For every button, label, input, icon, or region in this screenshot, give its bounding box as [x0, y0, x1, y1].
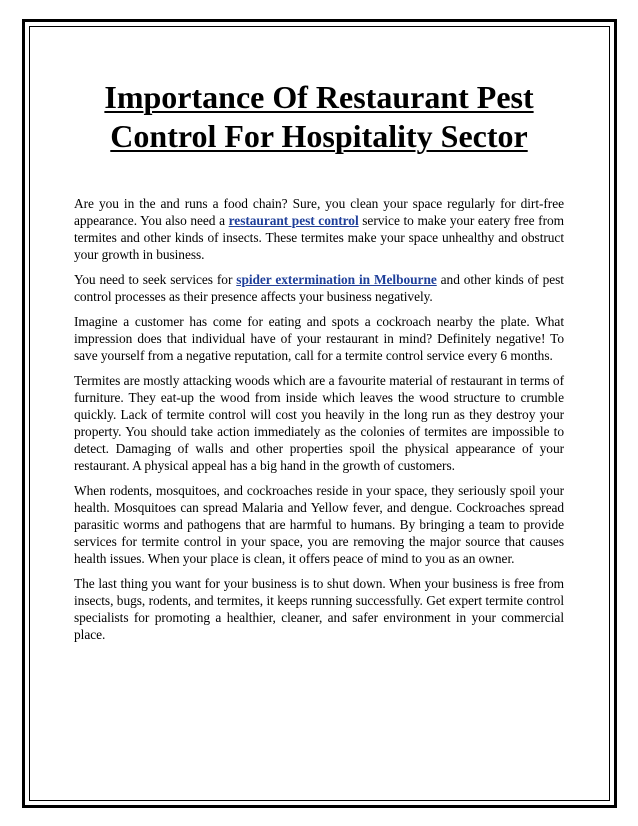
paragraph-1-text-before: Are you in the and runs a food chain? Sure, you clean your space regularly for dirt-free appearance. You also need a: [74, 196, 564, 228]
paragraph-4: Termites are mostly attacking woods which are a favourite material of restaurant in terms of furniture. They eat-up the wood from inside which leaves the wood structure to crumble quickly. Lack of termite control will cost you heavily in the long run as they destroy your property. You should take action immediately as the colonies of termites are impossible to detect. Damaging of walls and other properties spoil the physical appearance of your restaurant. A physical appeal has a big hand in the growth of customers.: [74, 373, 564, 473]
paragraph-2-text-after: and other kinds of pest control processes as their presence affects your business negatively.: [74, 272, 564, 304]
paragraph-1-text-after: service to make your eatery free from termites and other kinds of insects. These termites make your space unhealthy and obstruct your growth in business.: [74, 213, 565, 262]
paragraph-5: When rodents, mosquitoes, and cockroaches reside in your space, they seriously spoil your health. Mosquitoes can spread Malaria and Yellow fever, and dengue. Cockroaches spread parasitic worms and pathogens that are harmful to humans. By bringing a team to provide services for termite control in your space, you are removing the major source that causes health issues. When your place is clean, it offers peace of mind to you as an owner.: [74, 483, 564, 566]
page-title-line-2: Control For Hospitality Sector: [110, 118, 528, 154]
paragraph-3: Imagine a customer has come for eating and spots a cockroach nearby the plate. What impression does that individual have of your restaurant in mind? Definitely negative! To save yourself from a negative reputation, call for a termite control service every 6 months.: [74, 314, 564, 363]
restaurant-pest-control-link[interactable]: restaurant pest control: [228, 213, 359, 228]
document-content: [74, 78, 564, 651]
paragraph-6: The last thing you want for your business is to shut down. When your business is free from insects, bugs, rodents, and termites, it keeps running successfully. Get expert termite control specialists for promoting a healthier, cleaner, and safer environment in your commercial place.: [74, 576, 564, 642]
paragraph-2: [74, 271, 564, 305]
page-title-line-1: Importance Of Restaurant Pest: [104, 79, 534, 115]
page-title: [74, 78, 564, 156]
paragraph-2-text-before: You need to seek services for: [74, 272, 237, 287]
paragraph-1: [74, 195, 564, 263]
article-body: [74, 195, 564, 643]
spider-extermination-link[interactable]: spider extermination in Melbourne: [236, 272, 437, 287]
